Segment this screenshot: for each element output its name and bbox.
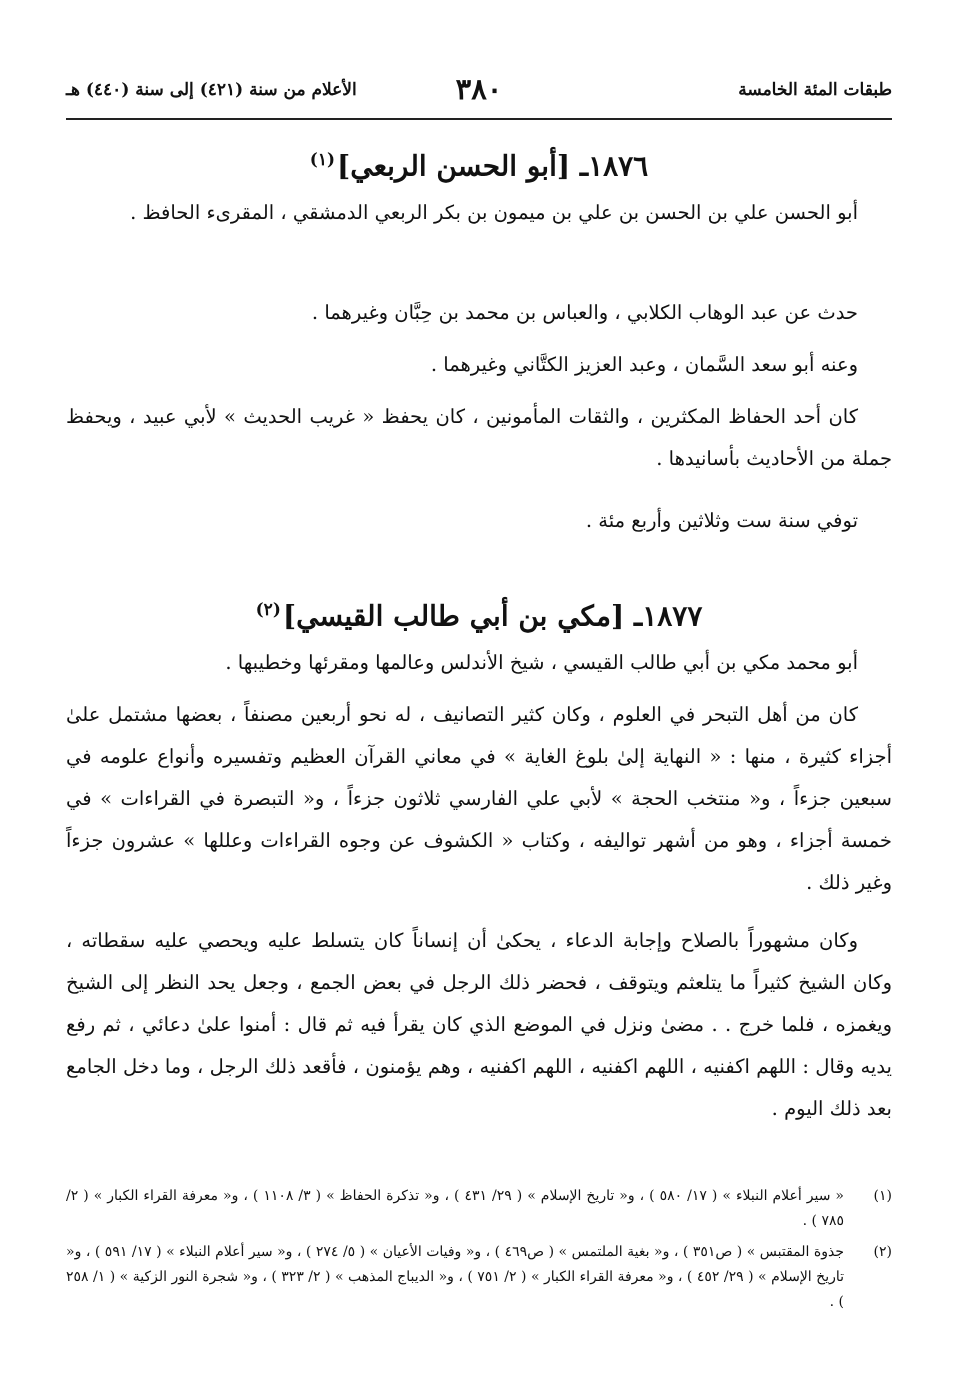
- book-page: [66, 56, 892, 1356]
- footnote-number: (٢): [873, 1244, 892, 1260]
- footnote-item: [66, 1184, 892, 1234]
- footnote-text: « سير أعلام النبلاء » ( ١٧/ ٥٨٠ ) ، و« تاريخ الإسلام » ( ٢٩/ ٤٣١ ) ، و« تذكرة الحفاظ » ( ٣/ ١١٠٨ ) ، و« معرفة القراء الكبار » ( ٢/ ٧٨٥ ) .: [66, 1188, 844, 1229]
- entry-title-1876: [66, 140, 892, 186]
- paragraph: وعنه أبو سعد السَّمان ، وعبد العزيز الكتَّاني وغيرهما .: [430, 353, 858, 376]
- paragraph: كان من أهل التبحر في العلوم ، وكان كثير التصانيف ، له نحو أربعين مصنفاً ، بعضها مشتمل علىٰ أجزاء كثيرة ، منها : « النهاية إلىٰ بلوغ الغاية » في معاني القرآن العظيم وتفسيره وأنواع علومه في سبعين جزءاً ، و« منتخب الحجة » لأبي علي الفارسي ثلاثون جزءاً ، و« التبصرة في القراءات » في خمسة أجزاء ، وهو من أشهر تواليفه ، وكتاب « الكشوف عن وجوه القراءات وعللها » عشرون جزءاً وغير ذلك .: [66, 703, 892, 894]
- running-header: [66, 72, 892, 112]
- paragraph: أبو محمد مكي بن أبي طالب القيسي ، شيخ الأندلس وعالمها ومقرئها وخطيبها .: [225, 651, 858, 674]
- header-rule: [66, 118, 892, 120]
- footnote-text: جذوة المقتبس » ( ص٣٥١ ) ، و« بغية الملتمس » ( ص٤٦٩ ) ، و« وفيات الأعيان » ( ٥/ ٢٧٤ ) ، و« سير أعلام النبلاء » ( ١٧/ ٥٩١ ) ، و« تاريخ الإسلام » ( ٢٩/ ٤٥٢ ) ، و« معرفة القراء الكبار » ( ٢/ ٧٥١ ) ، و« الديباج المذهب » ( ٢/ ٣٢٣ ) ، و« شجرة النور الزكية » ( ١/ ٢٥٨ ) .: [66, 1244, 845, 1310]
- paragraph: وكان مشهوراً بالصلاح وإجابة الدعاء ، يحكىٰ أن إنساناً كان يتسلط عليه ويحصي عليه سقطاته ، وكان الشيخ كثيراً ما يتلعثم ويتوقف ، فحضر ذلك الرجل في بعض الجمع ، وجعل يحد النظر إلى الشيخ ويغمزه ، فلما خرج . . مضىٰ ونزل في الموضع الذي كان يقرأ فيه ثم قال : أمنوا علىٰ دعائي ، ثم رفع يديه وقال : اللهم اكفنيه ، اللهم اكفنيه ، اللهم اكفنيه ، وهم يؤمنون ، فأقعد ذلك الرجل ، وما دخل الجامع بعد ذلك اليوم .: [66, 929, 892, 1120]
- footnotes: [66, 1184, 892, 1321]
- paragraph: كان أحد الحفاظ المكثرين ، والثقات المأمونين ، كان يحفظ « غريب الحديث » لأبي عبيد ، ويحفظ جملة من الأحاديث بأسانيدها .: [66, 405, 892, 470]
- book-title: طبقات المئة الخامسة: [738, 80, 892, 100]
- entry-title-1877: [66, 590, 892, 636]
- entry-title-text: ١٨٧٧ـ [مكي بن أبي طالب القيسي]: [282, 599, 703, 633]
- footnote-ref: (١): [309, 150, 335, 170]
- footnote-item: [66, 1240, 892, 1315]
- paragraph: حدث عن عبد الوهاب الكلابي ، والعباس بن محمد بن حِبَّان وغيرهما .: [311, 301, 858, 324]
- paragraph: أبو الحسن علي بن الحسن بن علي بن ميمون بن بكر الربعي الدمشقي ، المقرىء الحافظ .: [130, 201, 858, 224]
- paragraph: توفي سنة ست وثلاثين وأربع مئة .: [585, 509, 858, 532]
- entry-title-text: ١٨٧٦ـ [أبو الحسن الربعي]: [337, 149, 649, 183]
- footnote-ref: (٢): [255, 600, 281, 620]
- page-number: ٣٨٠: [455, 72, 503, 106]
- volume-range: الأعلام من سنة (٤٢١) إلى سنة (٤٤٠) هـ: [66, 80, 357, 100]
- footnote-number: (١): [873, 1188, 892, 1204]
